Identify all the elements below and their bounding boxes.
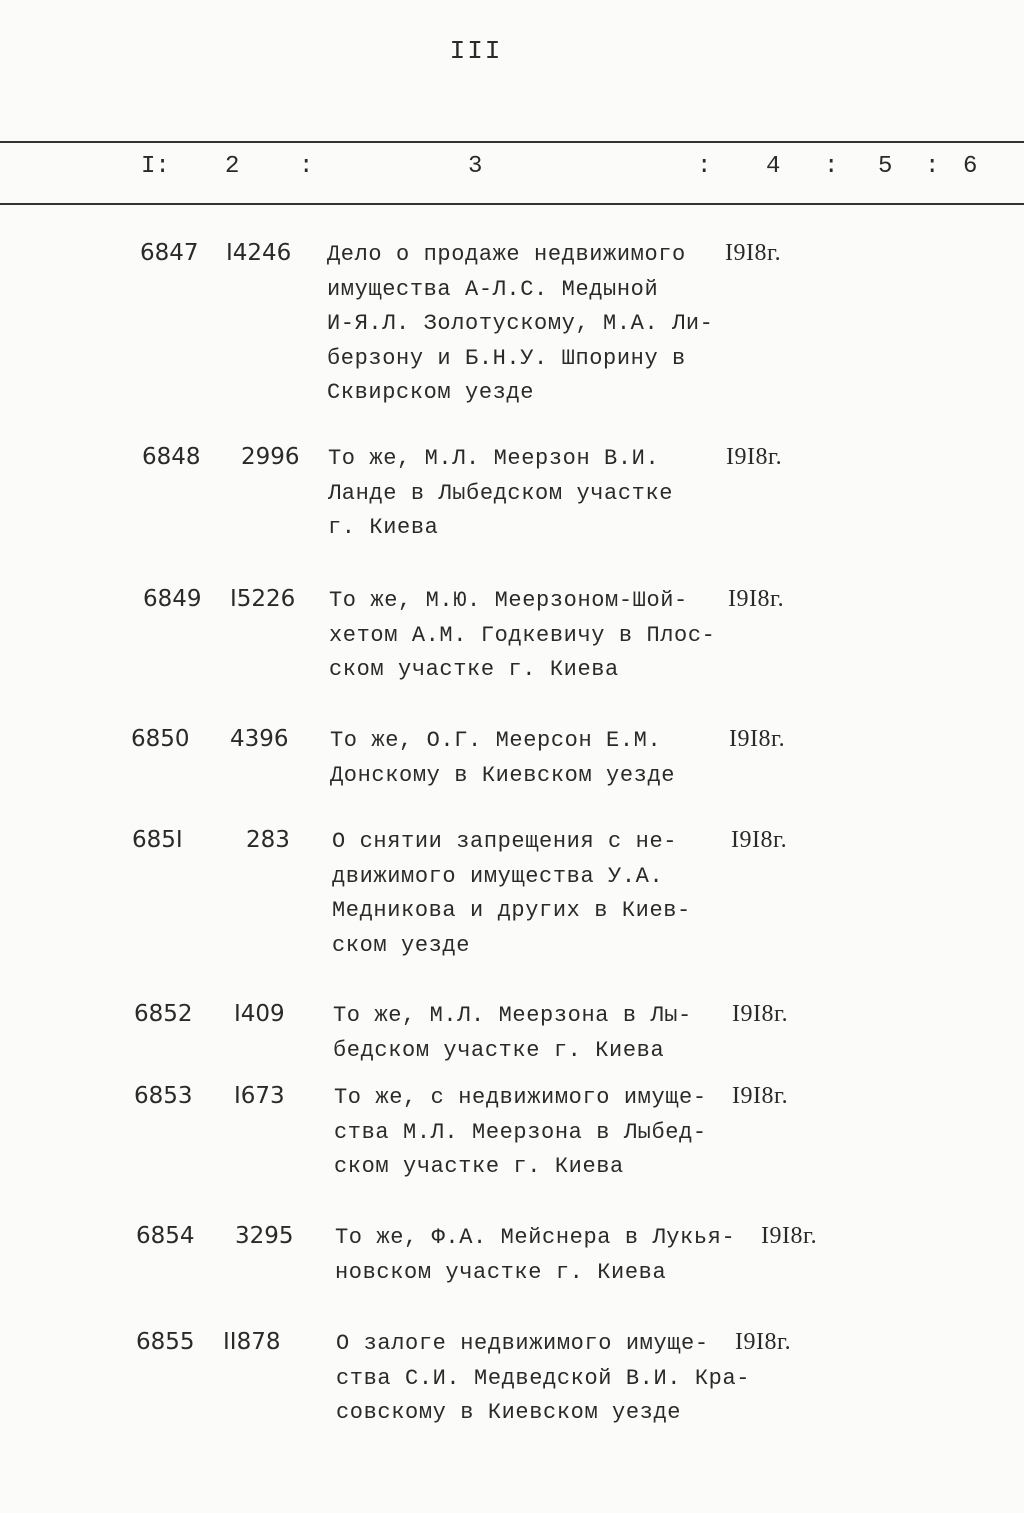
column-header-1: I: — [141, 153, 170, 180]
entry-year: I9I8г. — [726, 444, 783, 470]
column-header-2: 2 — [225, 153, 240, 180]
archive-number: 2996 — [241, 444, 300, 470]
entry-description — [334, 1081, 754, 1185]
entry-number: 685I — [132, 827, 183, 853]
description-line: То же, Ф.А. Мейснера в Лукья- — [335, 1225, 736, 1250]
entry-number: 6849 — [143, 586, 202, 612]
description-line: И-Я.Л. Золотускому, М.А. Ли- — [327, 311, 714, 336]
description-line: Ланде в Лыбедском участке — [328, 480, 674, 506]
entry-year: I9I8г. — [732, 1001, 789, 1027]
entry-number: 6855 — [136, 1329, 195, 1355]
archive-number: 3295 — [235, 1223, 294, 1249]
entry-year: I9I8г. — [729, 726, 786, 752]
description-line: бедском участке г. Киева — [333, 1037, 665, 1063]
page-number: III — [449, 36, 503, 66]
description-line: новском участке г. Киева — [335, 1259, 667, 1285]
description-line: То же, М.Л. Меерзона в Лы- — [333, 1003, 692, 1028]
description-line: Медникова и других в Киев- — [332, 898, 691, 923]
entry-description — [332, 825, 752, 963]
entry-number: 6848 — [142, 444, 201, 470]
archive-number: I673 — [234, 1083, 285, 1109]
description-line: ства С.И. Медведской В.И. Кра- — [336, 1365, 751, 1391]
archive-number: I5226 — [230, 586, 296, 612]
column-header-3: 3 — [468, 153, 483, 180]
column-separator: : — [299, 153, 314, 180]
description-line: ском уезде — [332, 932, 471, 958]
description-line: То же, О.Г. Меерсон Е.М. — [330, 728, 662, 753]
description-line: Донскому в Киевском уезде — [330, 762, 676, 788]
entry-number: 6853 — [134, 1083, 193, 1109]
description-line: имущества А-Л.С. Медыной — [327, 276, 659, 302]
archive-number: I409 — [234, 1001, 285, 1027]
entry-year: I9I8г. — [728, 586, 785, 612]
description-line: То же, с недвижимого имуще- — [334, 1085, 707, 1110]
entry-description — [333, 999, 753, 1068]
header-top-rule — [0, 141, 1024, 143]
column-separator: : — [697, 153, 712, 180]
description-line: Сквирском уезде — [327, 380, 535, 405]
description-line: О снятии запрещения с не- — [332, 829, 678, 854]
entry-number: 6852 — [134, 1001, 193, 1027]
entry-description — [328, 442, 748, 546]
entry-year: I9I8г. — [761, 1223, 818, 1249]
description-line: ском участке г. Киева — [334, 1154, 624, 1179]
column-header-5: 5 — [878, 153, 893, 180]
header-bottom-rule — [0, 203, 1024, 205]
entry-description — [335, 1221, 755, 1290]
entry-description — [330, 724, 750, 793]
entry-description — [329, 584, 749, 688]
entry-year: I9I8г. — [731, 827, 788, 853]
column-separator: : — [824, 153, 839, 180]
description-line: ском участке г. Киева — [329, 657, 619, 682]
description-line: О залоге недвижимого имуще- — [336, 1331, 709, 1356]
description-line: берзону и Б.Н.У. Шпорину в — [327, 345, 686, 371]
column-header-6: 6 — [963, 153, 978, 180]
description-line: г. Киева — [328, 515, 439, 540]
archive-number: I4246 — [226, 240, 292, 266]
column-separator: : — [925, 153, 940, 180]
entry-description — [327, 238, 747, 411]
entry-year: I9I8г. — [735, 1329, 792, 1355]
description-line: То же, М.Л. Меерзон В.И. — [328, 446, 660, 471]
description-line: Дело о продаже недвижимого — [327, 242, 686, 267]
entry-number: 6854 — [136, 1223, 195, 1249]
entry-description — [336, 1327, 756, 1431]
archive-number: 4396 — [230, 726, 289, 752]
column-header-4: 4 — [766, 153, 781, 180]
entry-number: 6847 — [140, 240, 199, 266]
description-line: совскому в Киевском уезде — [336, 1400, 682, 1425]
description-line: То же, М.Ю. Меерзоном-Шой- — [329, 588, 688, 613]
entry-year: I9I8г. — [725, 240, 782, 266]
entry-number: 6850 — [131, 726, 190, 752]
description-line: движимого имущества У.А. — [332, 863, 664, 889]
entry-year: I9I8г. — [732, 1083, 789, 1109]
archive-number: II878 — [223, 1329, 281, 1355]
archive-number: 283 — [246, 827, 290, 853]
description-line: ства М.Л. Меерзона в Лыбед- — [334, 1119, 707, 1145]
description-line: хетом А.М. Годкевичу в Плос- — [329, 622, 716, 648]
